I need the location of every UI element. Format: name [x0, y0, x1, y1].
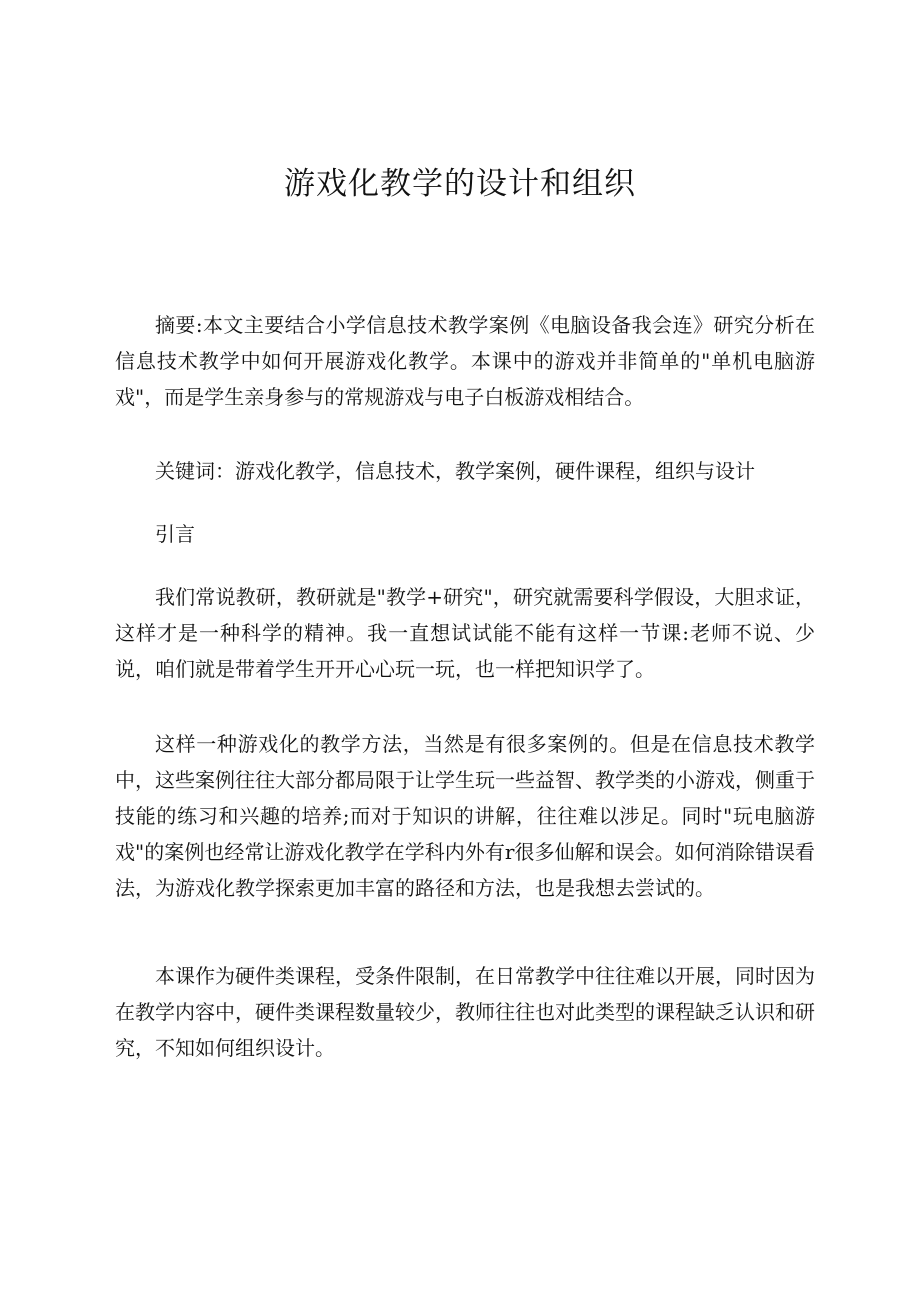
body-paragraph-3: 本课作为硬件类课程，受条件限制，在日常教学中往往难以开展，同时因为在教学内容中，硬件类课程数量较少，教师往往也对此类型的课程缺乏认识和研究，不知如何组织设计。 — [115, 964, 815, 1060]
intro-heading: 引言 — [155, 522, 195, 546]
document-title: 游戏化教学的设计和组织 — [284, 166, 636, 202]
body-paragraph-1: 我们常说教研，教研就是"教学+研究"，研究就需要科学假设，大胆求证，这样才是一种科学的精神。我一直想试试能不能有这样一节课:老师不说、少说，咱们就是带着学生开开心心玩一玩，也一样把知识学了。 — [115, 585, 815, 681]
body-paragraph-2: 这样一种游戏化的教学方法，当然是有很多案例的。但是在信息技术教学中，这些案例往往大部分都局限于让学生玩一些益智、教学类的小游戏，侧重于技能的练习和兴趣的培养;而对于知识的讲解，往往难以涉足。同时"玩电脑游戏"的案例也经常让游戏化教学在学科内外有r很多仙解和误会。如何消除错误看法，为游戏化教学探索更加丰富的路径和方法，也是我想去尝试的。 — [115, 732, 815, 900]
abstract-paragraph: 摘要:本文主要结合小学信息技术教学案例《电脑设备我会连》研究分析在信息技术教学中如何开展游戏化教学。本课中的游戏并非简单的"单机电脑游戏"，而是学生亲身参与的常规游戏与电子白板游戏相结合。 — [115, 313, 815, 409]
keywords-paragraph: 关键词：游戏化教学，信息技术，教学案例，硬件课程，组织与设计 — [155, 459, 755, 483]
